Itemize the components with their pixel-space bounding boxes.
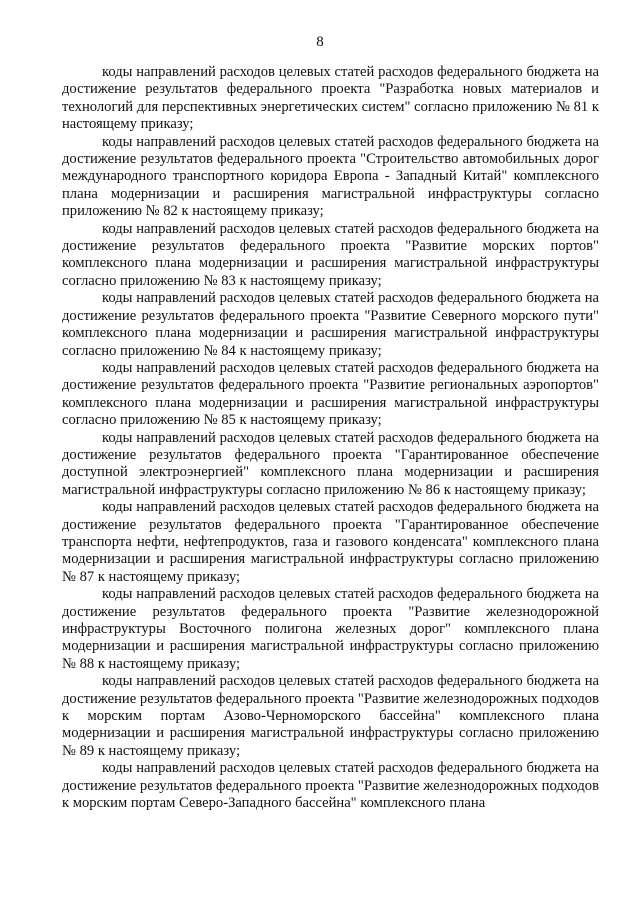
paragraph-continuation: коды направлений расходов целевых статей расходов федерального бюджета на достижение результатов федерального проекта "Развитие железнодорожных подходов к морским портам Северо-Западного бассейна" комплексного плана — [62, 760, 599, 812]
paragraph-annex-85: коды направлений расходов целевых статей расходов федерального бюджета на достижение результатов федерального проекта "Развитие региональных аэропортов" комплексного плана модернизации и расширения магистральной инфраструктуры согласно приложению № 85 к настоящему приказу; — [62, 359, 599, 429]
paragraph-annex-86: коды направлений расходов целевых статей расходов федерального бюджета на достижение результатов федерального проекта "Гарантированное обеспечение доступной электроэнергией" комплексного плана модернизации и расширения магистральной инфраструктуры согласно приложению № 86 к настоящему приказу; — [62, 429, 599, 498]
paragraph-annex-89: коды направлений расходов целевых статей расходов федерального бюджета на достижение результатов федерального проекта "Развитие железнодорожных подходов к морским портам Азово-Черноморского бассейна" комплексного плана модернизации и расширения магистральной инфраструктуры согласно приложению № 89 к настоящему приказу; — [62, 673, 599, 759]
paragraph-annex-81: коды направлений расходов целевых статей расходов федерального бюджета на достижение результатов федерального проекта "Разработка новых материалов и технологий для перспективных энергетических систем" согласно приложению № 81 к настоящему приказу; — [62, 64, 599, 133]
page-number: 8 — [316, 34, 324, 50]
paragraph-annex-83: коды направлений расходов целевых статей расходов федерального бюджета на достижение результатов федерального проекта "Развитие морских портов" комплексного плана модернизации и расширения магистральной инфраструктуры согласно приложению № 83 к настоящему приказу; — [62, 220, 599, 289]
paragraph-annex-84: коды направлений расходов целевых статей расходов федерального бюджета на достижение результатов федерального проекта "Развитие Северного морского пути" комплексного плана модернизации и расширения магистральной инфраструктуры согласно приложению № 84 к настоящему приказу; — [62, 290, 599, 359]
paragraph-annex-82: коды направлений расходов целевых статей расходов федерального бюджета на достижение результатов федерального проекта "Строительство автомобильных дорог международного транспортного коридора Европа - Западный Китай" комплексного плана модернизации и расширения магистральной инфраструктуры согласно приложению № 82 к настоящему приказу; — [62, 133, 599, 220]
paragraph-annex-88: коды направлений расходов целевых статей расходов федерального бюджета на достижение результатов федерального проекта "Развитие железнодорожной инфраструктуры Восточного полигона железных дорог" комплексного плана модернизации и расширения магистральной инфраструктуры согласно приложению № 88 к настоящему приказу; — [62, 586, 599, 672]
document-body — [62, 64, 599, 812]
paragraph-annex-87: коды направлений расходов целевых статей расходов федерального бюджета на достижение результатов федерального проекта "Гарантированное обеспечение транспорта нефти, нефтепродуктов, газа и газового конденсата" комплексного плана модернизации и расширения магистральной инфраструктуры согласно приложению № 87 к настоящему приказу; — [62, 499, 599, 585]
